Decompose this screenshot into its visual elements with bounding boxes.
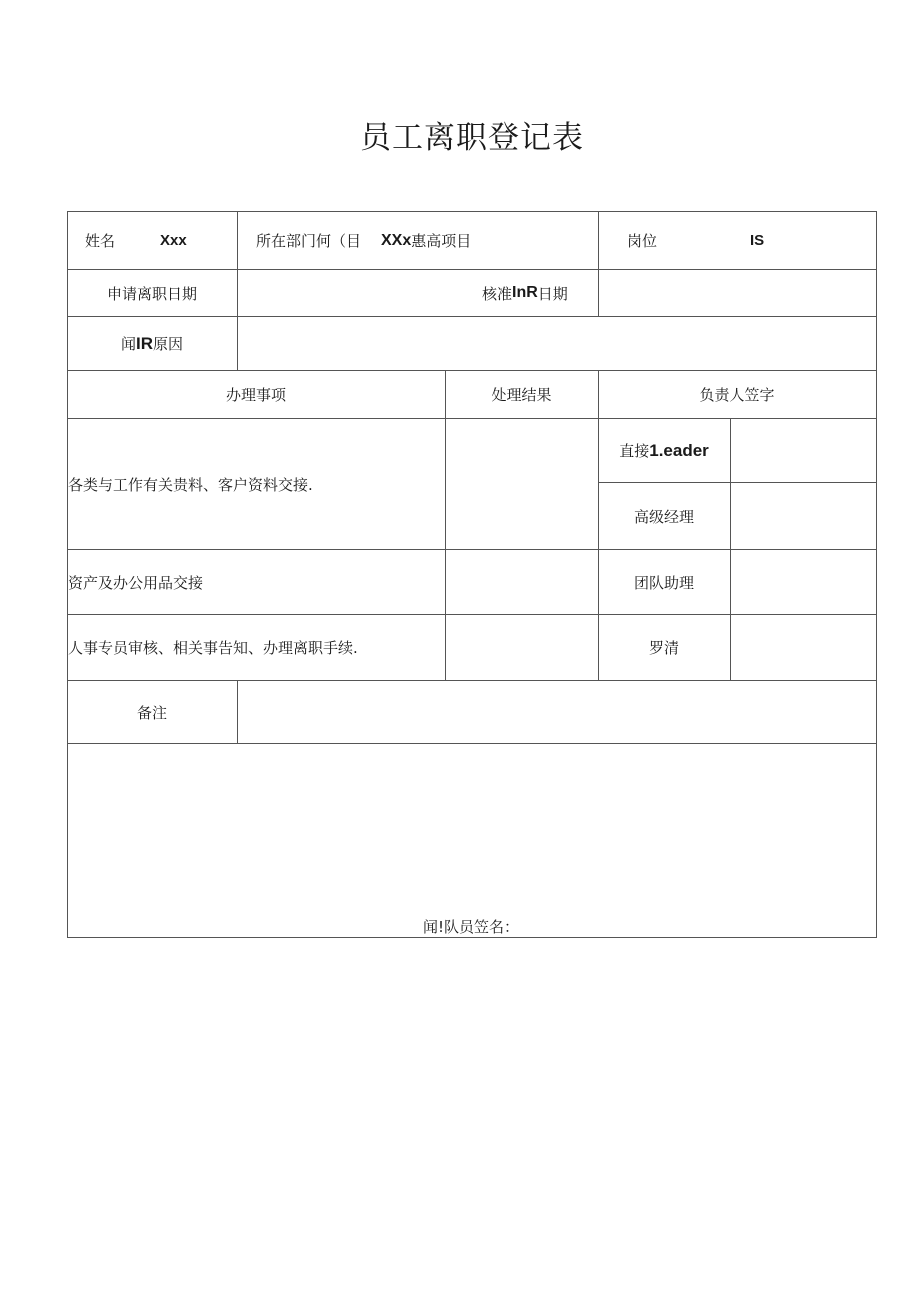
task-item: 资产及办公用品交接: [68, 573, 204, 592]
signer-role-code: 1.eader: [649, 440, 709, 460]
department-label: 所在部门何（目: [256, 232, 362, 250]
signer-role: 高级经理: [633, 507, 694, 526]
department-value-name: 惠高项目: [411, 232, 472, 250]
signer-role: [598, 419, 730, 482]
reason-label-part: 闻: [120, 335, 136, 353]
name-label: 姓名: [85, 232, 116, 250]
reason-label-part: 原因: [153, 335, 184, 353]
page-title: 员工离职登记表: [360, 120, 584, 156]
result-header: 处理结果: [491, 386, 552, 404]
approve-label-code: InR: [512, 284, 538, 301]
name-value[interactable]: Xxx: [160, 232, 187, 249]
signature-area[interactable]: [68, 744, 876, 937]
signature-cell[interactable]: [731, 550, 876, 614]
apply-date-label: 申请离职日期: [106, 284, 197, 303]
reason-value[interactable]: [238, 317, 876, 370]
signature-cell[interactable]: [731, 419, 876, 482]
approve-date-label: [482, 270, 568, 316]
task-item: 各类与工作有关贵料、客户资料交接.: [68, 475, 313, 494]
task-result[interactable]: [446, 615, 598, 680]
signer-role: 团队助理: [633, 573, 694, 592]
task-item: 人事专员审核、相关事告知、办理离职手续.: [68, 639, 358, 657]
remarks-value[interactable]: [238, 681, 876, 743]
apply-date-value[interactable]: [238, 270, 478, 316]
table-border-right: [876, 211, 877, 938]
approve-date-value[interactable]: [599, 270, 876, 316]
signature-cell[interactable]: [731, 615, 876, 680]
items-header: 办理事项: [225, 386, 286, 404]
signer-role-part: 直接: [619, 442, 650, 460]
signer-role: 罗清: [648, 639, 679, 657]
signer-header: 负责人笠字: [699, 386, 775, 404]
reason-label: [67, 317, 237, 370]
task-result[interactable]: [446, 550, 598, 614]
signature-cell[interactable]: [731, 483, 876, 549]
team-signature-label: 闻!队员笠名：: [423, 917, 520, 936]
remarks-label: 备注: [136, 703, 167, 722]
reason-label-code: IR: [136, 333, 153, 353]
position-label: 岗位: [627, 232, 658, 250]
approve-label-part: 核准: [482, 284, 513, 303]
task-result[interactable]: [446, 419, 598, 549]
position-value[interactable]: IS: [750, 232, 765, 249]
department-value[interactable]: [381, 212, 471, 269]
approve-label-part: 日期: [537, 284, 568, 303]
department-value-code: XXx: [381, 231, 412, 249]
